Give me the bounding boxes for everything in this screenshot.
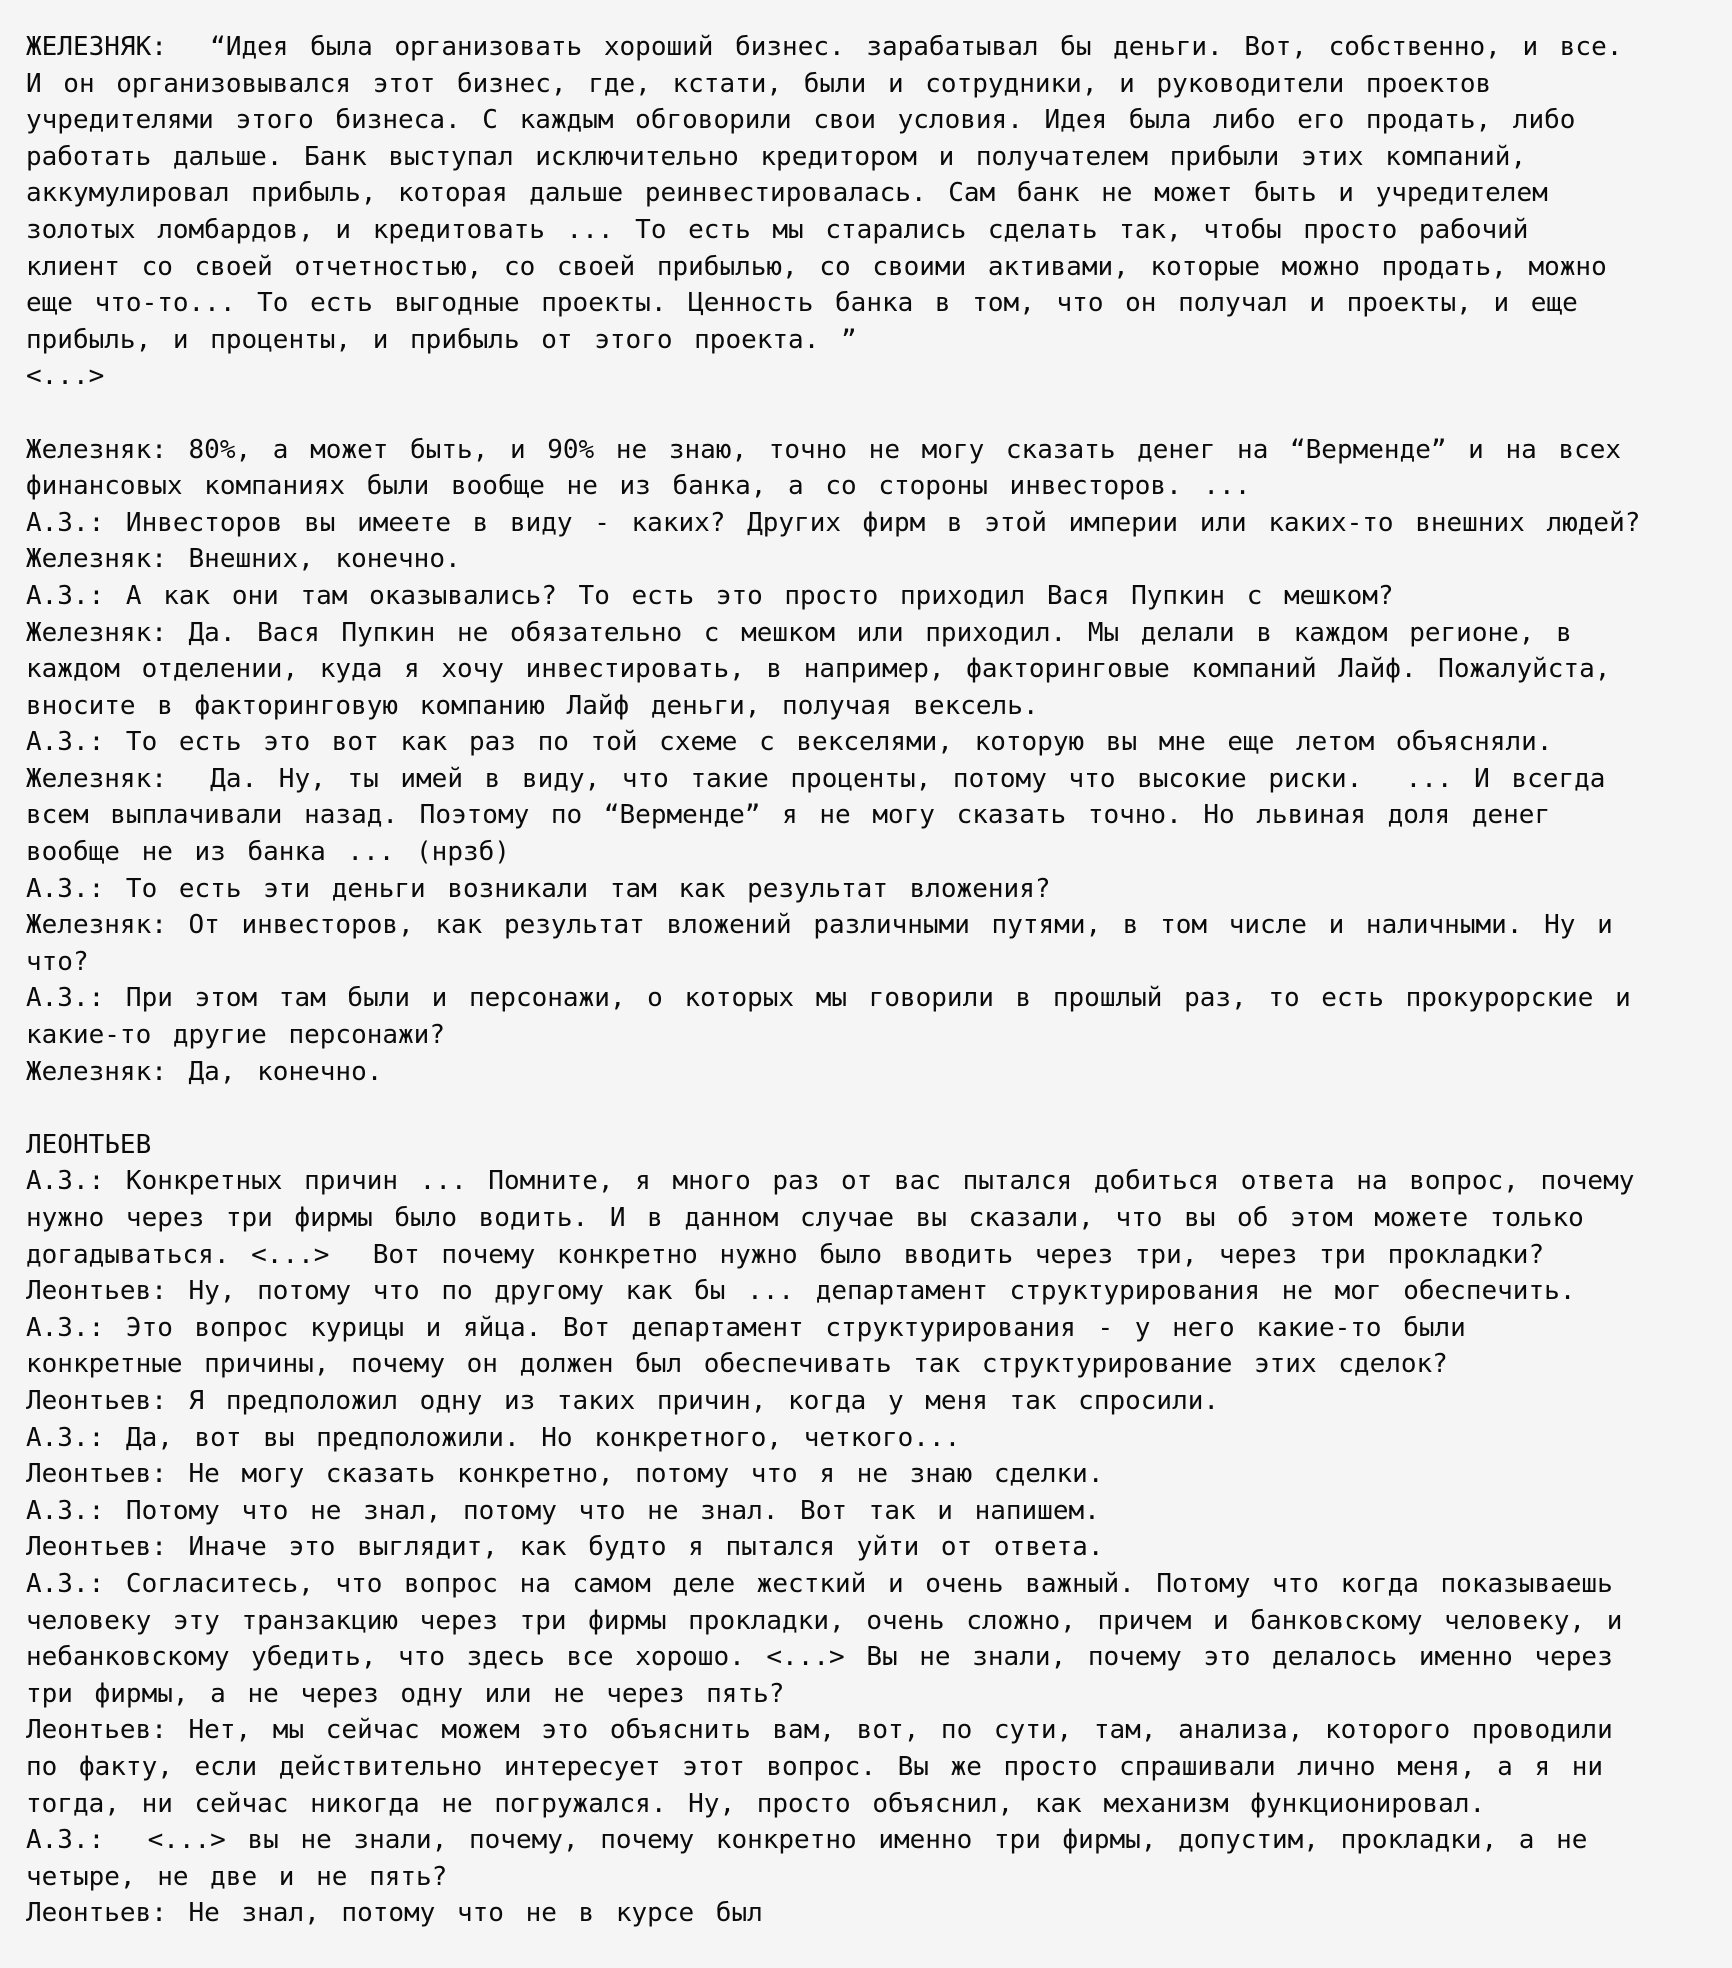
transcript-line: Железняк: Да. Вася Пупкин не обязательно с мешком или приходил. Мы делали в каждом регионе, в [26,617,1572,648]
transcript-line: учредителями этого бизнеса. С каждым обговорили свои условия. Идея была либо его продать, либо [26,105,1576,136]
transcript-line: Железняк: Да. Ну, ты имей в виду, что такие проценты, потому что высокие риски. ... И всегда [26,763,1606,794]
transcript-line: четыре, не две и не пять? [26,1861,448,1892]
transcript-line: А.З.: Конкретных причин ... Помните, я много раз от вас пытался добиться ответа на вопрос, почему [26,1166,1635,1197]
transcript-line: Леонтьев: Я предположил одну из таких причин, когда у меня так спросили. [26,1385,1220,1416]
transcript-line: тогда, ни сейчас никогда не погружался. Ну, просто объяснил, как механизм функционировал. [26,1788,1486,1819]
transcript-line: финансовых компаниях были вообще не из банка, а со стороны инвесторов. ... [26,471,1251,502]
transcript-blank-line [26,1090,1722,1127]
transcript-line: вносите в факторинговую компанию Лайф деньги, получая вексель. [26,690,1039,721]
transcript-line: Леонтьев: Нет, мы сейчас можем это объяснить вам, вот, по сути, там, анализа, которого проводили [26,1715,1613,1746]
transcript-line: аккумулировал прибыль, которая дальше реинвестировалась. Сам банк не может быть и учредителем [26,178,1548,209]
transcript-line: конкретные причины, почему он должен был обеспечивать так структурирование этих сделок? [26,1349,1448,1380]
transcript-line: А.З.: Потому что не знал, потому что не знал. Вот так и напишем. [26,1495,1100,1526]
transcript-line: <...> [26,361,105,392]
transcript-line: еще что-то... То есть выгодные проекты. Ценность банка в том, что он получал и проекты, и еще [26,288,1578,319]
transcript-line: нужно через три фирмы было водить. И в данном случае вы сказали, что вы об этом можете только [26,1203,1584,1233]
transcript-line: А.З.: А как они там оказывались? То есть это просто приходил Вася Пупкин с мешком? [26,580,1394,611]
transcript-line: по факту, если действительно интересует этот вопрос. Вы же просто спрашивали лично меня, а я ни [26,1751,1604,1782]
transcript-line: А.З.: Это вопрос курицы и яйца. Вот департамент структурирования - у него какие-то были [26,1312,1466,1343]
transcript-line: три фирмы, а не через одну или не через пять? [26,1678,785,1709]
transcript-line: Железняк: Да, конечно. [26,1056,383,1087]
transcript-line: Леонтьев: Не знал, потому что не в курсе был [26,1898,763,1929]
transcript-line: А.З.: Инвесторов вы имеете в виду - каких? Других фирм в этой империи или каких-то внешних людей? [26,507,1641,538]
transcript-line: А.З.: <...> вы не знали, почему, почему конкретно именно три фирмы, допустим, прокладки, а не [26,1825,1588,1856]
transcript [26,29,1722,1932]
transcript-line: что? [26,946,89,977]
transcript-line: всем выплачивали назад. Поэтому по “Верменде” я не могу сказать точно. Но львиная доля денег [26,800,1551,831]
transcript-line: И он организовывался этот бизнес, где, кстати, были и сотрудники, и руководители проектов [26,68,1492,99]
transcript-line: работать дальше. Банк выступал исключительно кредитором и получателем прибыли этих компаний, [26,141,1527,172]
transcript-line: человеку эту транзакцию через три фирмы прокладки, очень сложно, причем и банковскому человеку, и [26,1605,1623,1636]
transcript-line: Железняк: 80%, а может быть, и 90% не знаю, точно не могу сказать денег на “Верменде” и на всех [26,434,1622,465]
transcript-line: клиент со своей отчетностью, со своей прибылью, со своими активами, которые можно продать, можно [26,251,1607,282]
transcript-line: Железняк: От инвесторов, как результат вложений различными путями, в том числе и наличными. Ну и [26,910,1613,941]
transcript-line: небанковскому убедить, что здесь все хорошо. <...> Вы не знали, почему это делалось именно через [26,1642,1613,1673]
transcript-line: Леонтьев: Ну, потому что по другому как бы ... департамент структурирования не мог обеспечить. [26,1276,1576,1307]
transcript-line: А.З.: Да, вот вы предположили. Но конкретного, четкого... [26,1422,961,1453]
transcript-line: золотых ломбардов, и кредитовать ... То есть мы старались сделать так, чтобы просто рабочий [26,214,1529,245]
transcript-line: Леонтьев: Иначе это выглядит, как будто я пытался уйти от ответа. [26,1532,1104,1563]
transcript-line: каждом отделении, куда я хочу инвестировать, в например, факторинговые компаний Лайф. Пожалуйста, [26,654,1611,685]
transcript-line: догадываться. <...> Вот почему конкретно нужно было вводить через три, через три прокладки? [26,1239,1545,1270]
transcript-line: прибыль, и проценты, и прибыль от этого проекта. ” [26,324,857,355]
transcript-line: Леонтьев: Не могу сказать конкретно, потому что я не знаю сделки. [26,1459,1104,1490]
transcript-blank-line [26,395,1722,432]
transcript-line: А.З.: То есть это вот как раз по той схеме с векселями, которую вы мне еще летом объясняли. [26,727,1553,758]
transcript-line: А.З.: То есть эти деньги возникали там как результат вложения? [26,873,1051,904]
transcript-line: Железняк: Внешних, конечно. [26,544,461,575]
transcript-line: ЖЕЛЕЗНЯК: “Идея была организовать хороший бизнес. зарабатывал бы деньги. Вот, собственно, и все. [26,32,1623,62]
transcript-line: какие-то другие персонажи? [26,1020,445,1051]
transcript-line: А.З.: При этом там были и персонажи, о которых мы говорили в прошлый раз, то есть прокурорские и [26,983,1631,1014]
transcript-line: вообще не из банка ... (нрзб) [26,837,510,868]
transcript-line: А.З.: Согласитесь, что вопрос на самом деле жесткий и очень важный. Потому что когда показываешь [26,1568,1613,1599]
transcript-line: ЛЕОНТЬЕВ [26,1129,152,1160]
